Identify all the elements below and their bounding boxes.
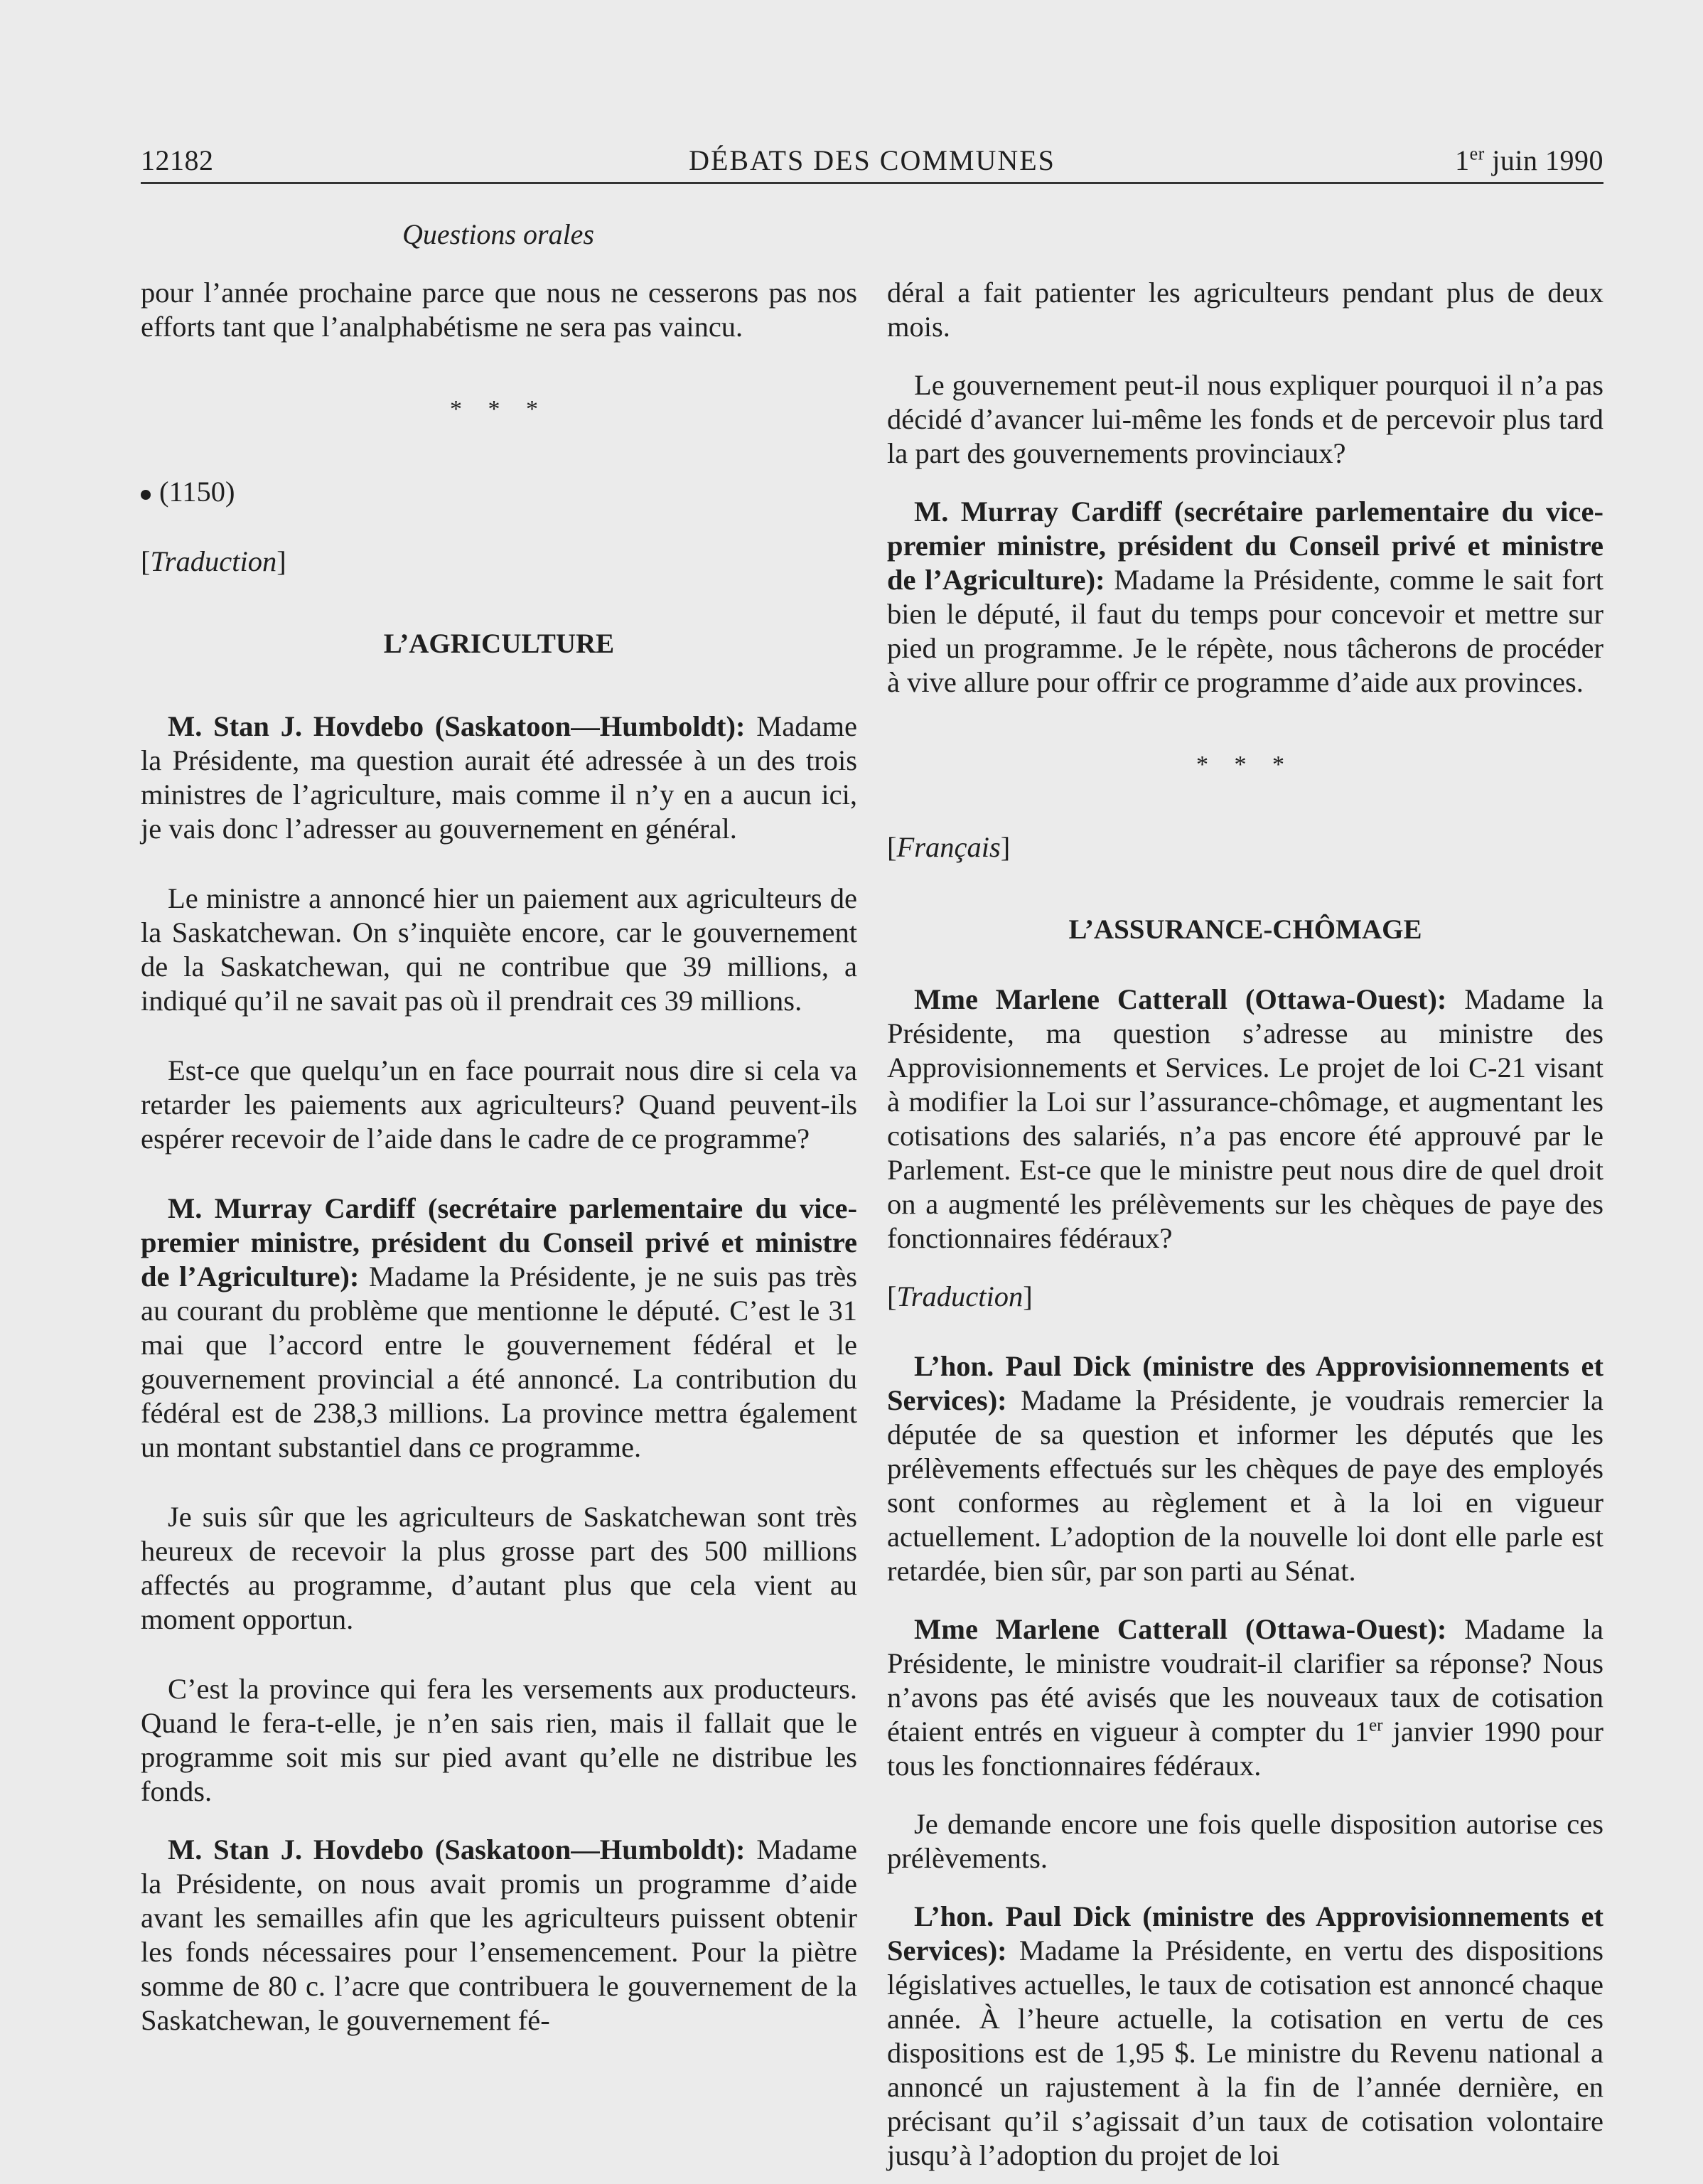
speaker-name: Mme Marlene Catterall (Ottawa-Ouest): <box>914 983 1447 1015</box>
publication-title: DÉBATS DES COMMUNES <box>689 144 1055 176</box>
speech-paragraph: L’hon. Paul Dick (ministre des Approvisionnements et Services): Madame la Présidente, en vertu des dispositions législatives actuelles, le taux de cotisation est annoncé chaque année. À l’heure actuelle, la cotisation en vertu de ces dispositions est de 1,95 $. Le ministre du Revenu national a annoncé un rajustement à la fin de l’année dernière, en précisant qu’il s’agissait d’un taux de cotisation volontaire jusqu’à l’adoption du projet de loi <box>887 1900 1603 2171</box>
page-number: 12182 <box>141 144 214 176</box>
speaker-name: Mme Marlene Catterall (Ottawa-Ouest): <box>914 1613 1447 1645</box>
paragraph: Le gouvernement peut-il nous expliquer pourquoi il n’a pas décidé d’avancer lui-même les fonds et de percevoir plus tard la part des gouvernements provinciaux? <box>887 369 1603 469</box>
time-marker: (1150) <box>141 475 857 509</box>
section-heading: L’AGRICULTURE <box>383 628 615 659</box>
paragraph: pour l’année prochaine parce que nous ne cesserons pas nos efforts tant que l’analphabétisme ne sera pas vaincu. <box>141 277 857 343</box>
page-date: 1er juin 1990 <box>1455 143 1603 176</box>
speaker-name: L’hon. Paul Dick (ministre des Approvisionnements et Services): <box>887 1900 1603 1966</box>
language-tag: [Français] <box>887 831 1011 863</box>
speech-paragraph: M. Murray Cardiff (secrétaire parlementaire du vice-premier ministre, président du Conseil privé et ministre de l’Agriculture): Madame la Présidente, comme le sait fort bien le député, il faut du temps pour concevoir et mettre sur pied un programme. Je le répète, nous tâcherons de procéder à vive allure pour offrir ce programme d’aide aux provinces. <box>887 496 1604 698</box>
speech-paragraph: M. Stan J. Hovdebo (Saskatoon—Humboldt): Madame la Présidente, on nous avait promis un programme d’aide avant les semailles afin que les agriculteurs puissent obtenir les fonds nécessaires pour l’ensemencement. Pour la piètre somme de 80 c. l’acre que contribuera le gouvernement de la Saskatchewan, le gouvernement fé- <box>141 1834 857 2036</box>
speech-paragraph: M. Murray Cardiff (secrétaire parlementaire du vice-premier ministre, président du Conseil privé et ministre de l’Agriculture): Madame la Présidente, je ne suis pas très au courant du problème que mentionne le député. C’est le 31 mai que l’accord entre le gouvernement fédéral et le gouvernement provincial a été annoncé. La contribution du fédéral est de 238,3 millions. La province mettra également un montant substantiel dans ce programme. <box>141 1192 857 1463</box>
right-column <box>887 276 1603 2173</box>
paragraph: Le ministre a annoncé hier un paiement aux agriculteurs de la Saskatchewan. On s’inquiète encore, car le gouvernement de la Saskatchewan, qui ne contribue que 39 millions, a indiqué qu’il ne savait pas où il prendrait ces 39 millions. <box>141 882 857 1017</box>
paragraph: Je demande encore une fois quelle disposition autorise ces prélèvements. <box>887 1808 1603 1874</box>
section-separator: * * * <box>450 396 548 422</box>
paragraph: C’est la province qui fera les versements aux producteurs. Quand le fera-t-elle, je n’en sais rien, mais il fallait que le programme soit mis sur pied avant qu’elle ne distribue les fonds. <box>141 1673 857 1807</box>
paragraph: déral a fait patienter les agriculteurs pendant plus de deux mois. <box>887 277 1603 343</box>
section-heading: L’ASSURANCE-CHÔMAGE <box>1068 914 1422 945</box>
speaker-name: M. Murray Cardiff (secrétaire parlementaire du vice-premier ministre, président du Conseil privé et ministre de l’Agriculture): <box>887 496 1603 596</box>
bullet-icon <box>141 490 151 500</box>
speech-paragraph: Mme Marlene Catterall (Ottawa-Ouest): Madame la Présidente, ma question s’adresse au ministre des Approvisionnements et Services. Le projet de loi C-21 visant à modifier la Loi sur l’assurance-chômage, et augmentant les cotisations des salariés, n’a pas encore été approuvé par le Parlement. Est-ce que le ministre peut nous dire de quel droit on a augmenté les prélèvements sur les chèques de paye des fonctionnaires fédéraux? <box>887 983 1604 1254</box>
paragraph: Je suis sûr que les agriculteurs de Saskatchewan sont très heureux de recevoir la plus grosse part des 500 millions affectés au programme, d’autant plus que cela vient au moment opportun. <box>141 1501 857 1635</box>
language-tag: [Traduction] <box>141 545 286 577</box>
language-tag: [Traduction] <box>887 1280 1033 1312</box>
paragraph: Est-ce que quelqu’un en face pourrait nous dire si cela va retarder les paiements aux agriculteurs? Quand peuvent-ils espérer recevoir de l’aide dans le cadre de ce programme? <box>141 1054 857 1155</box>
left-column <box>141 276 857 2038</box>
speaker-name: L’hon. Paul Dick (ministre des Approvisionnements et Services): <box>887 1350 1603 1416</box>
section-separator: * * * <box>1196 751 1294 778</box>
speech-paragraph: L’hon. Paul Dick (ministre des Approvisionnements et Services): Madame la Présidente, je voudrais remercier la députée de sa question et informer les députés que les prélèvements effectués sur les chèques de paye des employés sont conformes au règlement et à la loi en vigueur actuellement. L’adoption de la nouvelle loi dont elle parle est retardée, bien sûr, par son parti au Sénat. <box>887 1350 1603 1587</box>
speaker-name: M. Stan J. Hovdebo (Saskatoon—Humboldt): <box>168 1834 746 1866</box>
speech-paragraph: Mme Marlene Catterall (Ottawa-Ouest): Madame la Présidente, le ministre voudrait-il clarifier sa réponse? Nous n’avons pas été avisés que les nouveaux taux de cotisation étaient entrés en vigueur à compter du 1er janvier 1990 pour tous les fonctionnaires fédéraux. <box>887 1613 1604 1782</box>
speaker-name: M. Murray Cardiff (secrétaire parlementaire du vice-premier ministre, président du Conseil privé et ministre de l’Agriculture): <box>141 1192 857 1292</box>
section-label: Questions orales <box>402 218 594 250</box>
page-header <box>141 139 1603 184</box>
speech-paragraph: M. Stan J. Hovdebo (Saskatoon—Humboldt): Madame la Présidente, ma question aurait été adressée à un des trois ministres de l’agriculture, mais comme il n’y en a aucun ici, je vais donc l’adresser au gouvernement en général. <box>141 710 857 845</box>
speaker-name: M. Stan J. Hovdebo (Saskatoon—Humboldt): <box>168 710 746 742</box>
